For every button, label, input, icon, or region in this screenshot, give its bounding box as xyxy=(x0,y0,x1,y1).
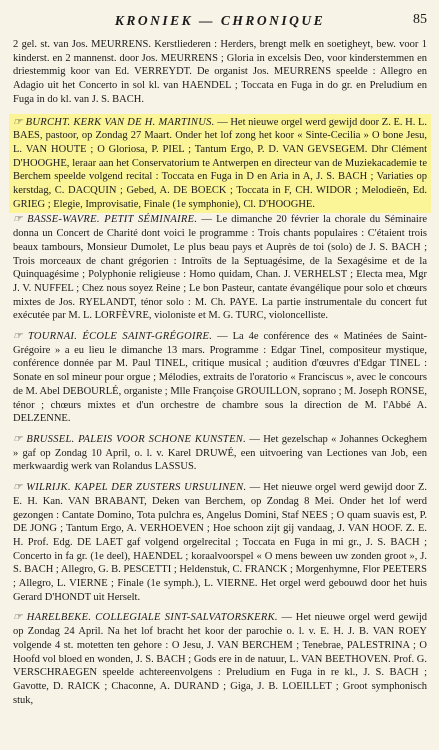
entry-text: — Het gezelschap « Johannes Ockeghem » gaf op Zondag 10 April, o. l. v. Karel DRUWÉ, een uitvoering van Lectiones van Job, een merkwaardig werk van Rolandus LASSUS. xyxy=(13,433,427,473)
entry-text: — La 4e conférence des « Matinées de Saint-Grégoire » a eu lieu le dimanche 13 mars. Programme : Edgar Tinel, compositeur mystique, conférence donnée par M. Paul TINEL, critique musical ; audition d'œuvres d'Edgar TINEL : Sonate en sol mineur pour orgue ; Mélodies, extraits de l'oratorio « Franciscus », avec le concours de M. Abel DEBOURLÉ, organiste ; Mlle Françoise GROUILLON, soprano ; M. Joseph RONSE, ténor ; chœurs mixtes et d'un orchestre de chambre sous la direction de M. l'Abbé A. DELZENNE. xyxy=(13,331,427,425)
entry-title: ☞ WILRIJK. KAPEL DER ZUSTERS URSULINEN. xyxy=(13,482,246,493)
running-title: KRONIEK — CHRONIQUE xyxy=(114,13,326,28)
entry-basse-wavre xyxy=(13,213,427,323)
entry-wilrijk xyxy=(13,481,427,604)
entry-text: — Het nieuwe orgel werd gewijd door Z. E. H. L. BAES, pastoor, op Zondag 27 Maart. Onder het lof zong het koor « Sinte-Cecilia » O bone Jesu, L. VAN HOUTE ; O Gloriosa, P. PIEL ; Tantum Ergo, P. D. VAN GEVSEGEM. Dhr Clément D'HOOGHE, leraar aan het Conservatorium te Antwerpen en directeur van de Muziekacademie te Berchem speelde volgend recital : Toccata en Fuga in D en Aria in A, J. S. BACH ; Variaties op kerstdag, C. DACQUIN ; Gebed, A. DE BOECK ; Toccata in F, CH. WIDOR ; Melodieën, Ed. GRIEG ; Elegie, Improvisatie, Finale (1e symphonie), Cl. D'HOOGHE. xyxy=(13,116,428,210)
entry-text: — Het nieuwe orgel werd gewijd op Zondag 24 April. Na het lof bracht het koor der parochie o. l. v. E. H. J. B. VAN ROEY volgende 4 st. motetten ten gehore : O Jesu, J. VAN BERCHEM ; Tenebrae, PALESTRINA ; O Hoofd vol bloed en wonden, J. S. BACH ; Gods ere in de natuur, L. VAN BEETHOVEN. Prof. G. VERSCHRAEGEN speelde achtereenvolgens : Preludium en Fuga in re kl., J. S. BACH ; Gavotte, D. RAICK ; Chaconne, A. DURAND ; Giga, J. B. LOEILLET ; Groot symphonisch stuk, xyxy=(13,612,428,706)
entry-harelbeke xyxy=(13,611,427,707)
entry-title: ☞ HARELBEKE. COLLEGIALE SINT-SALVATORSKERK. xyxy=(13,612,278,623)
entry-text: 2 gel. st. van Jos. MEURRENS. Kerstliederen : Herders, brengt melk en soetigheyt, bew. voor 1 kinderst. en 2 mannenst. door Jos. MEURRENS ; Gloria in excelsis Deo, voor kinderstemmen en driestemmig koor van Ed. VERREYDT. De organist Jos. MEURRENS speelde : Allegro en Adagio uit het Concerto in sol kl. van HAENDEL ; Toccata en Fuga in do gr. en Preludium en Fuga in do kl. van J. S. BACH. xyxy=(13,39,427,105)
entry-title: ☞ BURCHT. KERK VAN DE H. MARTINUS. xyxy=(13,117,215,128)
entry-title: ☞ BRUSSEL. PALEIS VOOR SCHONE KUNSTEN. xyxy=(13,434,246,445)
entry-continuation xyxy=(13,38,427,107)
entry-title: ☞ BASSE-WAVRE. PETIT SÉMINAIRE. xyxy=(13,214,197,225)
entry-tournai xyxy=(13,330,427,426)
page-number: 85 xyxy=(413,12,427,27)
entry-text: — Le dimanche 20 février la chorale du Séminaire donna un Concert de Charité dont voici le programme : Trois chants populaires : C'étaient trois beaux tambours, Monsieur Dumolet, Le plus beau pays et Auprès de toi (solo) de J. S. BACH ; Trois morceaux de chant grégorien : Introïts de la Septuagésime, de la Sexagésime et de la Quinquagésime ; Polyphonie religieuse : Homo quidam, Chan. J. VERHELST ; Electa mea, Mgr J. V. NUFFEL ; Chez nous soyez Reine ; Le bon Pasteur, cantate évangélique pour solo et chœurs mixtes de Jos. RYELANDT, ténor solo : M. Ch. PAYE. La partie instrumentale du concert fut exécutée par M. L. LORFÈVRE, violoniste et M. G. TURC, violoncelliste. xyxy=(13,214,428,322)
page-header xyxy=(13,10,427,32)
entry-text: — Het nieuwe orgel werd gewijd door Z. E. H. Kan. VAN BRABANT, Deken van Berchem, op Zondag 8 Mei. Onder het lof werd gezongen : Cantate Domino, Tota pulchra es, Angelus Domini, Staf NEES ; O quam suavis est, P. DE JONG ; Tantum Ergo, A. VERHOEVEN ; Hoe schoon zijt gij vandaag, J. VAN HOOF. Z. E. H. Prof. Edg. DE LAET gaf volgend orgelrecital ; Toccata en Fuga in mi gr., J. S. BACH ; Concerto in fa gr. (1e deel), HAENDEL ; koraalvoorspel « O mens beween uw zonden groot », J. S. BACH ; Allegro, G. B. PESCETTI ; Heldenstuk, C. FRANCK ; Morgenhymne, Flor PEETERS ; Allegro, L. VIERNE ; Finale (1e symph.), L. VIERNE. Het orgel werd gebouwd door het huis Gerard D'HONDT uit Herselt. xyxy=(13,482,428,603)
chronicle-content xyxy=(13,38,427,714)
entry-title: ☞ TOURNAI. ÉCOLE SAINT-GRÉGOIRE. xyxy=(13,331,212,342)
entry-burcht xyxy=(9,114,431,214)
entry-brussel xyxy=(13,433,427,474)
